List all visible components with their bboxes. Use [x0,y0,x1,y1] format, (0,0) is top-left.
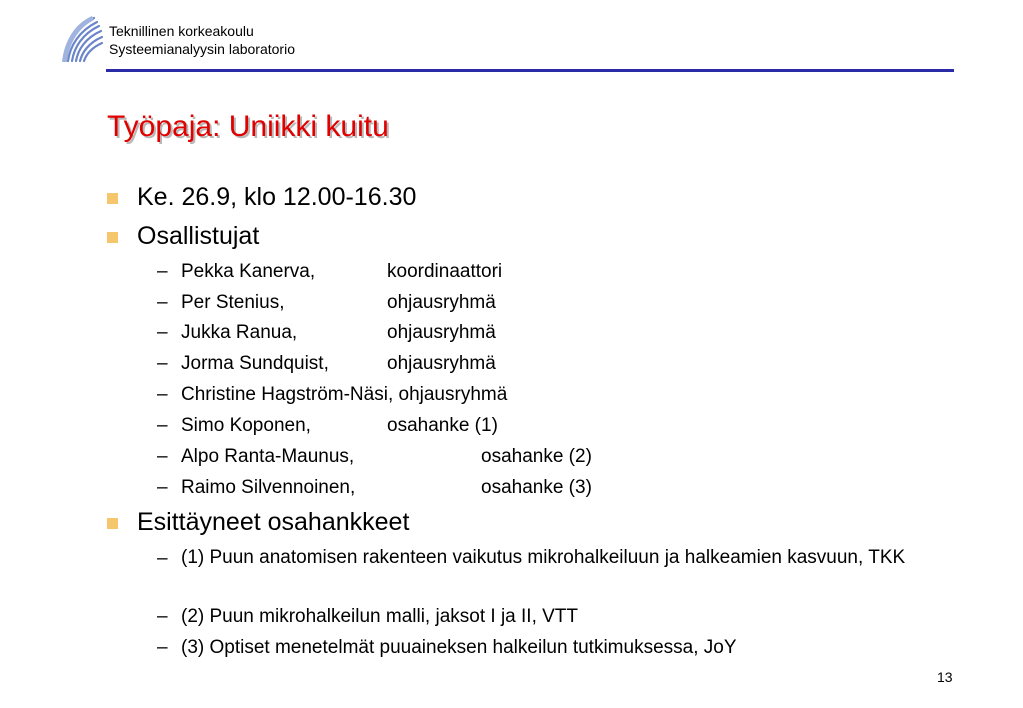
subproject-text: (1) Puun anatomisen rakenteen vaikutus mikrohalkeiluun ja halkeamien kasvuun, TKK [181,547,906,568]
participant-role: osahanke (1) [387,415,498,436]
participant-role: koordinaattori [387,261,503,282]
bullet-text: Esittäyneet osahankkeet [137,508,410,536]
participant-name: Jorma Sundquist, [181,353,329,374]
participant-name: Simo Koponen, [181,415,311,436]
institution-name [109,22,295,58]
page-number: 13 [937,669,953,685]
subproject-text: (3) Optiset menetelmät puuaineksen halkeilun tutkimuksessa, JoY [181,637,737,658]
participant-name: Pekka Kanerva, [181,261,316,282]
square-bullet-icon [107,232,118,243]
institution-line-1: Teknillinen korkeakoulu [109,23,254,39]
bullet-text: Osallistujat [137,222,260,250]
dash-bullet: – [157,415,168,436]
participant-name: Per Stenius, [181,292,285,313]
header-rule [106,69,954,72]
dash-bullet: – [157,261,168,282]
dash-bullet: – [157,548,168,569]
participant-role: ohjausryhmä [387,322,496,343]
participant-name: Christine Hagström-Näsi, ohjausryhmä [181,384,508,405]
participant-name: Alpo Ranta-Maunus, [181,446,355,467]
dash-bullet: – [157,637,168,658]
slide-title: Työpaja: Uniikki kuitu [107,110,389,143]
dash-bullet: – [157,353,168,374]
dash-bullet: – [157,477,168,498]
participant-role: osahanke (3) [481,477,592,498]
dash-bullet: – [157,446,168,467]
university-logo-icon [56,14,106,64]
participant-name: Jukka Ranua, [181,322,298,343]
dash-bullet: – [157,384,168,405]
dash-bullet: – [157,292,168,313]
institution-line-2: Systeemianalyysin laboratorio [109,41,295,57]
participant-role: ohjausryhmä [387,353,496,374]
square-bullet-icon [107,193,118,204]
bullet-text: Ke. 26.9, klo 12.00-16.30 [137,183,417,211]
participant-name: Raimo Silvennoinen, [181,477,356,498]
square-bullet-icon [107,518,118,529]
participant-role: ohjausryhmä [387,292,496,313]
subproject-text: (2) Puun mikrohalkeilun malli, jaksot I ja II, VTT [181,606,579,627]
participant-role: osahanke (2) [481,446,592,467]
dash-bullet: – [157,322,168,343]
dash-bullet: – [157,606,168,627]
